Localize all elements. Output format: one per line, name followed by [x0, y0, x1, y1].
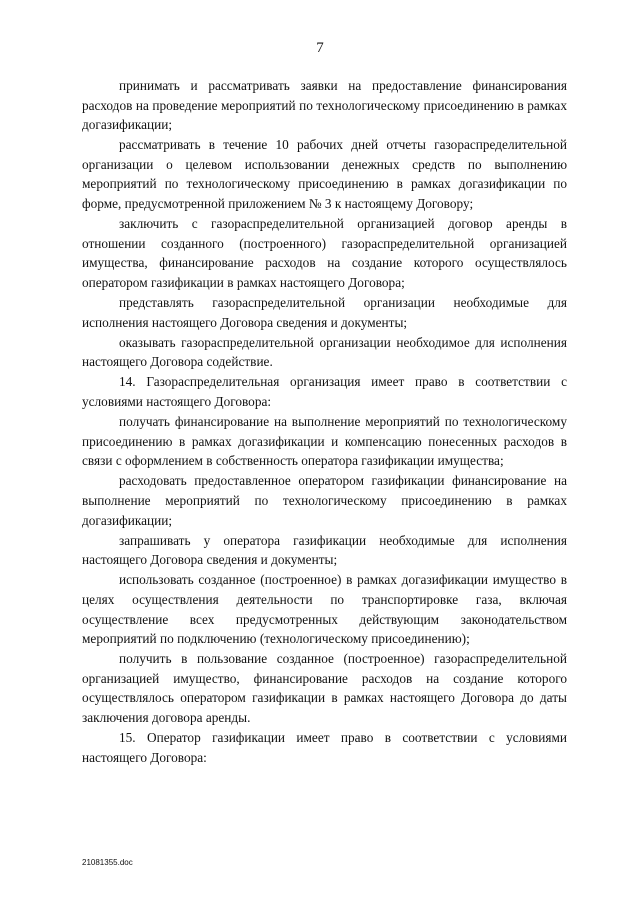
paragraph: заключить с газораспределительной организацией договор аренды в отношении созданного (построенного) газораспределительной организацией имущества, финансирование расходов на создание которого осуществлялось оператором газификации в рамках настоящего Договора; [82, 216, 567, 290]
document-body [82, 76, 567, 768]
paragraph: оказывать газораспределительной организации необходимое для исполнения настоящего Договора содействие. [82, 334, 567, 370]
paragraph: расходовать предоставленное оператором газификации финансирование на выполнение мероприятий по технологическому присоединению в рамках догазификации; [82, 473, 567, 528]
paragraph: получать финансирование на выполнение мероприятий по технологическому присоединению в рамках догазификации и компенсацию понесенных расходов в связи с оформлением в собственность оператора газификации имущества; [82, 414, 567, 469]
paragraph: рассматривать в течение 10 рабочих дней отчеты газораспределительной организации о целевом использовании денежных средств по выполнению мероприятий по технологическому присоединению в рамках догазификации по форме, предусмотренной приложением № 3 к настоящему Договору; [82, 137, 567, 212]
paragraph: принимать и рассматривать заявки на предоставление финансирования расходов на проведение мероприятий по технологическому присоединению в рамках догазификации; [82, 78, 567, 133]
paragraph: представлять газораспределительной организации необходимые для исполнения настоящего Договора сведения и документы; [82, 295, 567, 330]
section-heading-paragraph: 14. Газораспределительная организация имеет право в соответствии с условиями настоящего Договора: [82, 374, 567, 409]
page-number: 7 [316, 40, 324, 56]
paragraph: получить в пользование созданное (построенное) газораспределительной организацией имущество, финансирование расходов на создание которого осуществлялось оператором газификации в рамках настоящего Договора до даты заключения договора аренды. [82, 651, 567, 725]
footer-filename: 21081355.doc [82, 858, 133, 867]
section-heading-paragraph: 15. Оператор газификации имеет право в соответствии с условиями настоящего Договора: [82, 730, 567, 765]
paragraph: использовать созданное (построенное) в рамках догазификации имущество в целях осуществления деятельности по транспортировке газа, включая осуществление всех предусмотренных действующим законодательством мероприятий по подключению (технологическому присоединению); [82, 572, 567, 647]
paragraph: запрашивать у оператора газификации необходимые для исполнения настоящего Договора сведения и документы; [82, 532, 567, 568]
